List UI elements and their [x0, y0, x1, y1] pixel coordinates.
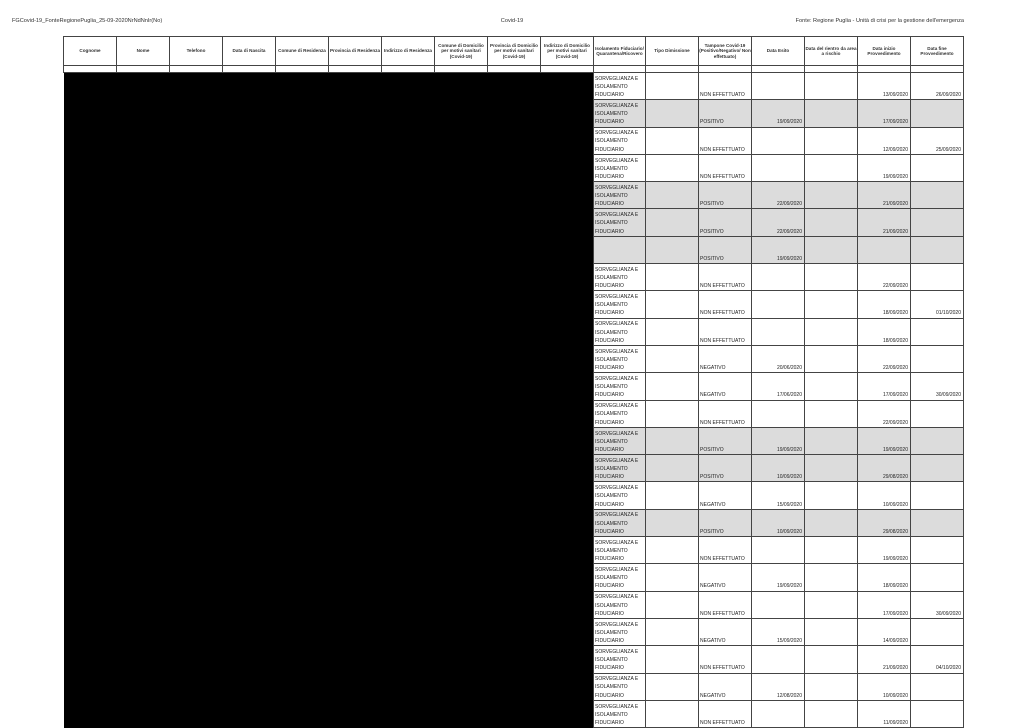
tipo-dimissione-cell: [646, 373, 699, 400]
data-esito-cell: 15/09/2020: [752, 482, 805, 509]
tampone-cell: POSITIVO: [699, 100, 752, 127]
data-rientro-cell: [805, 154, 858, 181]
empty-cell: [752, 66, 805, 73]
tipo-dimissione-cell: [646, 673, 699, 700]
empty-cell: [435, 66, 488, 73]
isolamento-cell: SORVEGLIANZA E ISOLAMENTO FIDUCIARIO: [594, 264, 646, 291]
data-inizio-cell: 22/09/2020: [858, 345, 911, 372]
data-esito-cell: [752, 154, 805, 181]
data-esito-cell: 19/09/2020: [752, 236, 805, 263]
isolamento-cell: SORVEGLIANZA E ISOLAMENTO FIDUCIARIO: [594, 427, 646, 454]
isolamento-cell: SORVEGLIANZA E ISOLAMENTO FIDUCIARIO: [594, 509, 646, 536]
data-fine-cell: [911, 182, 964, 209]
data-inizio-cell: 18/09/2020: [858, 318, 911, 345]
empty-cell: [858, 66, 911, 73]
data-esito-cell: [752, 318, 805, 345]
data-fine-cell: [911, 345, 964, 372]
isolamento-cell: SORVEGLIANZA E ISOLAMENTO FIDUCIARIO: [594, 537, 646, 564]
column-header: Tipo Dimissione: [646, 37, 699, 66]
tipo-dimissione-cell: [646, 564, 699, 591]
tipo-dimissione-cell: [646, 455, 699, 482]
isolamento-cell: SORVEGLIANZA E ISOLAMENTO FIDUCIARIO: [594, 127, 646, 154]
data-rientro-cell: [805, 318, 858, 345]
data-fine-cell: [911, 427, 964, 454]
data-rientro-cell: [805, 482, 858, 509]
data-esito-cell: [752, 591, 805, 618]
data-rientro-cell: [805, 127, 858, 154]
tipo-dimissione-cell: [646, 646, 699, 673]
tampone-cell: NEGATIVO: [699, 482, 752, 509]
data-inizio-cell: [858, 236, 911, 263]
tipo-dimissione-cell: [646, 291, 699, 318]
empty-cell: [541, 66, 594, 73]
data-rientro-cell: [805, 564, 858, 591]
data-inizio-cell: 17/09/2020: [858, 100, 911, 127]
data-esito-cell: 19/09/2020: [752, 100, 805, 127]
data-fine-cell: [911, 100, 964, 127]
data-esito-cell: 15/09/2020: [752, 618, 805, 645]
isolamento-cell: SORVEGLIANZA E ISOLAMENTO FIDUCIARIO: [594, 345, 646, 372]
tampone-cell: POSITIVO: [699, 209, 752, 236]
empty-cell: [117, 66, 170, 73]
tampone-cell: NEGATIVO: [699, 345, 752, 372]
empty-cell: [170, 66, 223, 73]
empty-cell: [594, 66, 646, 73]
empty-cell: [329, 66, 382, 73]
isolamento-cell: SORVEGLIANZA E ISOLAMENTO FIDUCIARIO: [594, 73, 646, 100]
isolamento-cell: SORVEGLIANZA E ISOLAMENTO FIDUCIARIO: [594, 673, 646, 700]
column-header: Data del rientro da area a rischio: [805, 37, 858, 66]
data-rientro-cell: [805, 591, 858, 618]
data-fine-cell: 01/10/2020: [911, 291, 964, 318]
tampone-cell: NEGATIVO: [699, 564, 752, 591]
tampone-cell: POSITIVO: [699, 427, 752, 454]
table-spacer-row: [64, 66, 964, 73]
table-header-row: [64, 37, 964, 66]
empty-cell: [276, 66, 329, 73]
data-rientro-cell: [805, 373, 858, 400]
isolamento-cell: SORVEGLIANZA E ISOLAMENTO FIDUCIARIO: [594, 646, 646, 673]
data-fine-cell: [911, 482, 964, 509]
tipo-dimissione-cell: [646, 618, 699, 645]
data-inizio-cell: 19/09/2020: [858, 154, 911, 181]
tampone-cell: NON EFFETTUATO: [699, 591, 752, 618]
isolamento-cell: SORVEGLIANZA E ISOLAMENTO FIDUCIARIO: [594, 455, 646, 482]
covid-cases-table: [63, 36, 964, 728]
data-fine-cell: [911, 236, 964, 263]
data-esito-cell: [752, 264, 805, 291]
data-rientro-cell: [805, 427, 858, 454]
tipo-dimissione-cell: [646, 100, 699, 127]
data-rientro-cell: [805, 646, 858, 673]
column-header: Comune di Residenza: [276, 37, 329, 66]
data-fine-cell: [911, 264, 964, 291]
isolamento-cell: [594, 236, 646, 263]
data-fine-cell: [911, 318, 964, 345]
tipo-dimissione-cell: [646, 427, 699, 454]
data-fine-cell: [911, 537, 964, 564]
data-esito-cell: [752, 291, 805, 318]
data-esito-cell: 17/06/2020: [752, 373, 805, 400]
data-inizio-cell: 18/09/2020: [858, 564, 911, 591]
data-fine-cell: [911, 455, 964, 482]
tipo-dimissione-cell: [646, 73, 699, 100]
isolamento-cell: SORVEGLIANZA E ISOLAMENTO FIDUCIARIO: [594, 373, 646, 400]
isolamento-cell: SORVEGLIANZA E ISOLAMENTO FIDUCIARIO: [594, 564, 646, 591]
tampone-cell: NEGATIVO: [699, 673, 752, 700]
data-inizio-cell: 29/08/2020: [858, 455, 911, 482]
data-inizio-cell: 22/09/2020: [858, 264, 911, 291]
column-header: Provincia di Domicilio per motivi sanitari (Covid-19): [488, 37, 541, 66]
tampone-cell: NON EFFETTUATO: [699, 264, 752, 291]
data-rientro-cell: [805, 209, 858, 236]
column-header: Data di Nascita: [223, 37, 276, 66]
tampone-cell: NON EFFETTUATO: [699, 537, 752, 564]
tipo-dimissione-cell: [646, 209, 699, 236]
tipo-dimissione-cell: [646, 537, 699, 564]
data-esito-cell: [752, 127, 805, 154]
isolamento-cell: SORVEGLIANZA E ISOLAMENTO FIDUCIARIO: [594, 209, 646, 236]
data-inizio-cell: 10/09/2020: [858, 482, 911, 509]
data-esito-cell: 22/09/2020: [752, 209, 805, 236]
data-fine-cell: 04/10/2020: [911, 646, 964, 673]
tampone-cell: NON EFFETTUATO: [699, 154, 752, 181]
data-fine-cell: [911, 673, 964, 700]
data-fine-cell: [911, 209, 964, 236]
column-header: Cognome: [64, 37, 117, 66]
data-rientro-cell: [805, 73, 858, 100]
data-rientro-cell: [805, 400, 858, 427]
data-inizio-cell: 13/09/2020: [858, 73, 911, 100]
data-fine-cell: [911, 564, 964, 591]
tampone-cell: POSITIVO: [699, 236, 752, 263]
document-title: Covid-19: [500, 18, 524, 24]
data-rientro-cell: [805, 345, 858, 372]
isolamento-cell: SORVEGLIANZA E ISOLAMENTO FIDUCIARIO: [594, 291, 646, 318]
data-rientro-cell: [805, 455, 858, 482]
column-header: Comune di Domicilio per motivi sanitari (Covid-19): [435, 37, 488, 66]
tampone-cell: NEGATIVO: [699, 373, 752, 400]
data-inizio-cell: 14/09/2020: [858, 618, 911, 645]
empty-cell: [223, 66, 276, 73]
tipo-dimissione-cell: [646, 591, 699, 618]
isolamento-cell: SORVEGLIANZA E ISOLAMENTO FIDUCIARIO: [594, 482, 646, 509]
data-inizio-cell: 21/09/2020: [858, 209, 911, 236]
isolamento-cell: SORVEGLIANZA E ISOLAMENTO FIDUCIARIO: [594, 154, 646, 181]
data-esito-cell: [752, 537, 805, 564]
tipo-dimissione-cell: [646, 127, 699, 154]
data-rientro-cell: [805, 100, 858, 127]
data-rientro-cell: [805, 182, 858, 209]
data-rientro-cell: [805, 673, 858, 700]
document-filename: FGCovid-19_FonteRegionePuglia_25-09-2020NrNdNnIr(No): [12, 18, 163, 24]
column-header: Isolamento Fiduciario/ Quarantena/Ricovero: [594, 37, 646, 66]
tampone-cell: NON EFFETTUATO: [699, 700, 752, 727]
data-inizio-cell: 17/09/2020: [858, 591, 911, 618]
isolamento-cell: SORVEGLIANZA E ISOLAMENTO FIDUCIARIO: [594, 400, 646, 427]
column-header: Data fine Provvedimento: [911, 37, 964, 66]
data-fine-cell: 30/09/2020: [911, 591, 964, 618]
data-esito-cell: 12/08/2020: [752, 673, 805, 700]
column-header: Indirizzo di Residenza: [382, 37, 435, 66]
data-inizio-cell: 10/09/2020: [858, 673, 911, 700]
column-header: Telefono: [170, 37, 223, 66]
tampone-cell: POSITIVO: [699, 509, 752, 536]
tampone-cell: NON EFFETTUATO: [699, 318, 752, 345]
isolamento-cell: SORVEGLIANZA E ISOLAMENTO FIDUCIARIO: [594, 100, 646, 127]
tampone-cell: NON EFFETTUATO: [699, 646, 752, 673]
tipo-dimissione-cell: [646, 400, 699, 427]
column-header: Nome: [117, 37, 170, 66]
data-rientro-cell: [805, 236, 858, 263]
column-header: Provincia di Residenza: [329, 37, 382, 66]
tipo-dimissione-cell: [646, 264, 699, 291]
data-esito-cell: [752, 73, 805, 100]
empty-cell: [646, 66, 699, 73]
empty-cell: [699, 66, 752, 73]
column-header: Data Esito: [752, 37, 805, 66]
tipo-dimissione-cell: [646, 154, 699, 181]
tampone-cell: POSITIVO: [699, 182, 752, 209]
empty-cell: [805, 66, 858, 73]
data-esito-cell: [752, 400, 805, 427]
data-inizio-cell: 21/09/2020: [858, 182, 911, 209]
data-rientro-cell: [805, 537, 858, 564]
isolamento-cell: SORVEGLIANZA E ISOLAMENTO FIDUCIARIO: [594, 700, 646, 727]
data-inizio-cell: 22/09/2020: [858, 400, 911, 427]
data-rientro-cell: [805, 509, 858, 536]
data-rientro-cell: [805, 264, 858, 291]
empty-cell: [488, 66, 541, 73]
tampone-cell: NON EFFETTUATO: [699, 73, 752, 100]
data-esito-cell: [752, 646, 805, 673]
empty-cell: [64, 66, 117, 73]
data-fine-cell: [911, 618, 964, 645]
empty-cell: [382, 66, 435, 73]
data-fine-cell: [911, 154, 964, 181]
tipo-dimissione-cell: [646, 482, 699, 509]
table-row: [64, 73, 964, 100]
empty-cell: [911, 66, 964, 73]
tampone-cell: NON EFFETTUATO: [699, 127, 752, 154]
data-fine-cell: 30/09/2020: [911, 373, 964, 400]
isolamento-cell: SORVEGLIANZA E ISOLAMENTO FIDUCIARIO: [594, 182, 646, 209]
data-fine-cell: [911, 400, 964, 427]
data-esito-cell: 10/09/2020: [752, 509, 805, 536]
column-header: Indirizzo di Domicilio per motivi sanitari (Covid-19): [541, 37, 594, 66]
data-rientro-cell: [805, 618, 858, 645]
data-inizio-cell: 18/09/2020: [858, 291, 911, 318]
tampone-cell: POSITIVO: [699, 455, 752, 482]
data-inizio-cell: 21/09/2020: [858, 646, 911, 673]
redacted-block: [64, 73, 594, 728]
column-header: Data inizio Provvedimento: [858, 37, 911, 66]
data-esito-cell: 19/09/2020: [752, 564, 805, 591]
data-fine-cell: 26/09/2020: [911, 73, 964, 100]
tipo-dimissione-cell: [646, 236, 699, 263]
data-esito-cell: 19/09/2020: [752, 427, 805, 454]
document-source: Fonte: Regione Puglia - Unità di crisi per la gestione dell'emergenza: [795, 18, 964, 24]
tampone-cell: NEGATIVO: [699, 618, 752, 645]
isolamento-cell: SORVEGLIANZA E ISOLAMENTO FIDUCIARIO: [594, 591, 646, 618]
data-fine-cell: [911, 509, 964, 536]
data-esito-cell: 22/09/2020: [752, 182, 805, 209]
data-esito-cell: 10/09/2020: [752, 455, 805, 482]
data-inizio-cell: 17/09/2020: [858, 373, 911, 400]
data-inizio-cell: 11/09/2020: [858, 700, 911, 727]
tipo-dimissione-cell: [646, 182, 699, 209]
isolamento-cell: SORVEGLIANZA E ISOLAMENTO FIDUCIARIO: [594, 318, 646, 345]
data-rientro-cell: [805, 291, 858, 318]
tipo-dimissione-cell: [646, 318, 699, 345]
isolamento-cell: SORVEGLIANZA E ISOLAMENTO FIDUCIARIO: [594, 618, 646, 645]
tampone-cell: NON EFFETTUATO: [699, 400, 752, 427]
tipo-dimissione-cell: [646, 345, 699, 372]
data-inizio-cell: 29/08/2020: [858, 509, 911, 536]
data-inizio-cell: 12/09/2020: [858, 127, 911, 154]
tipo-dimissione-cell: [646, 509, 699, 536]
data-esito-cell: 20/06/2020: [752, 345, 805, 372]
tampone-cell: NON EFFETTUATO: [699, 291, 752, 318]
data-fine-cell: 25/09/2020: [911, 127, 964, 154]
data-inizio-cell: 19/09/2020: [858, 537, 911, 564]
column-header: Tampone Covid-19 (Positivo/Negativo/ Non effettuato): [699, 37, 752, 66]
data-inizio-cell: 19/09/2020: [858, 427, 911, 454]
